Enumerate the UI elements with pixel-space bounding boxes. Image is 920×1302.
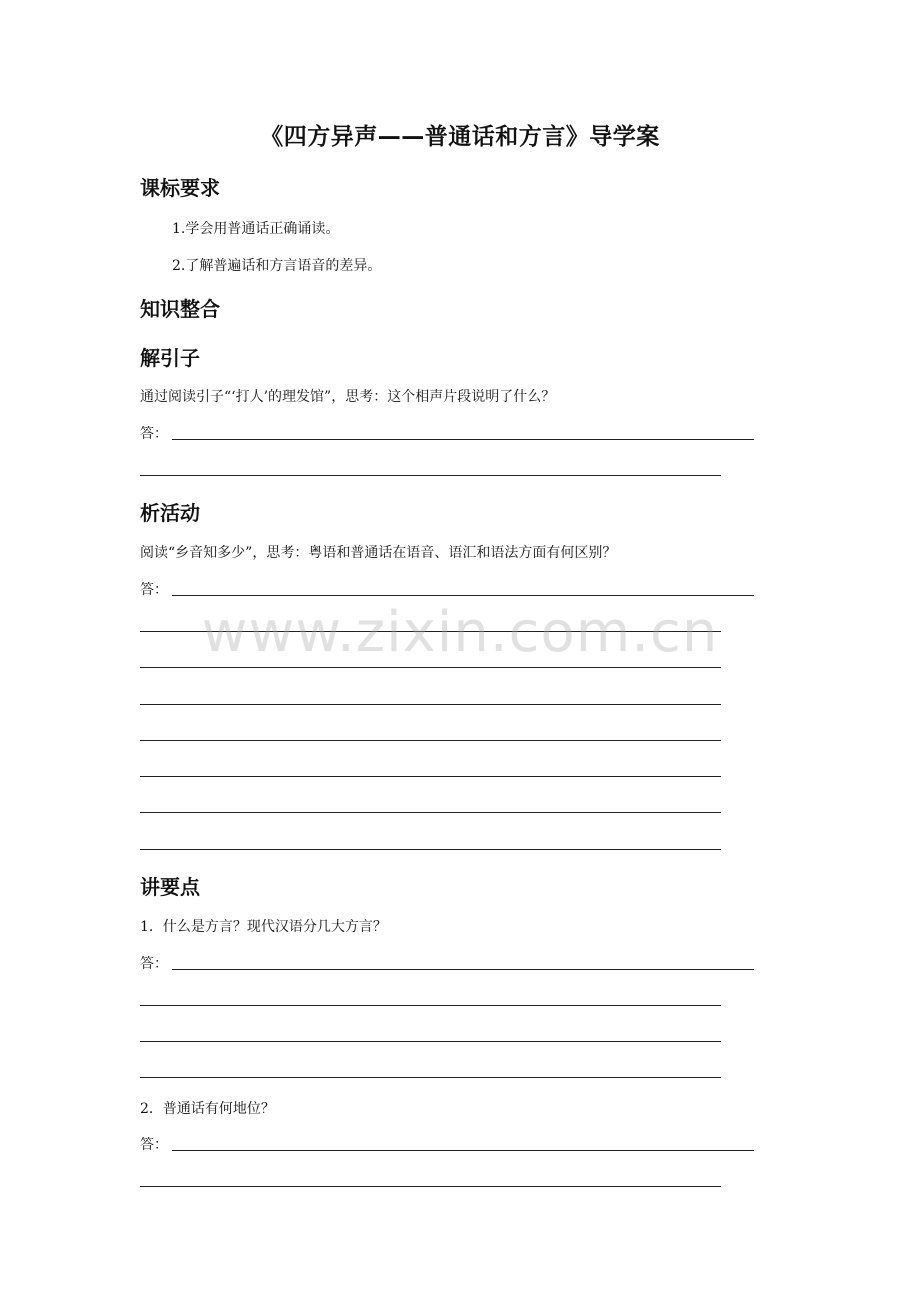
answer-line: [140, 704, 721, 705]
answer-line: [172, 439, 754, 440]
keypoints-answer-label-1: 答：: [140, 956, 168, 972]
activity-answer-label: 答：: [140, 582, 168, 598]
heading-activity: 析活动: [140, 501, 200, 525]
answer-line: [172, 969, 754, 970]
answer-line: [140, 1077, 721, 1078]
answer-line: [172, 1150, 754, 1151]
heading-keypoints: 讲要点: [140, 875, 200, 899]
keypoints-question-2: 2．普通话有何地位？: [140, 1101, 275, 1117]
answer-line: [140, 812, 721, 813]
intro-answer-label: 答：: [140, 426, 168, 442]
answer-line: [140, 475, 721, 476]
curriculum-item-2: 2.了解普遍话和方言语音的差异。: [172, 258, 382, 274]
answer-line: [140, 631, 721, 632]
activity-question: 阅读“乡音知多少”，思考：粤语和普通话在语音、语汇和语法方面有何区别？: [140, 545, 617, 561]
answer-line: [140, 776, 721, 777]
answer-line: [140, 1041, 721, 1042]
answer-line: [140, 849, 721, 850]
answer-line: [140, 667, 721, 668]
heading-knowledge: 知识整合: [140, 297, 220, 321]
answer-line: [172, 595, 754, 596]
document-title: 《四方异声——普通话和方言》导学案: [260, 124, 660, 150]
answer-line: [140, 740, 721, 741]
watermark: www.zixin.com.cn: [201, 600, 719, 665]
heading-curriculum: 课标要求: [140, 176, 220, 200]
heading-intro: 解引子: [140, 346, 200, 370]
keypoints-question-1: 1．什么是方言？现代汉语分几大方言？: [140, 919, 387, 935]
answer-line: [140, 1186, 721, 1187]
intro-question: 通过阅读引子“‘打人’的理发馆”，思考：这个相声片段说明了什么？: [140, 389, 556, 405]
answer-line: [140, 1005, 721, 1006]
keypoints-answer-label-2: 答：: [140, 1137, 168, 1153]
curriculum-item-1: 1.学会用普通话正确诵读。: [172, 221, 340, 237]
